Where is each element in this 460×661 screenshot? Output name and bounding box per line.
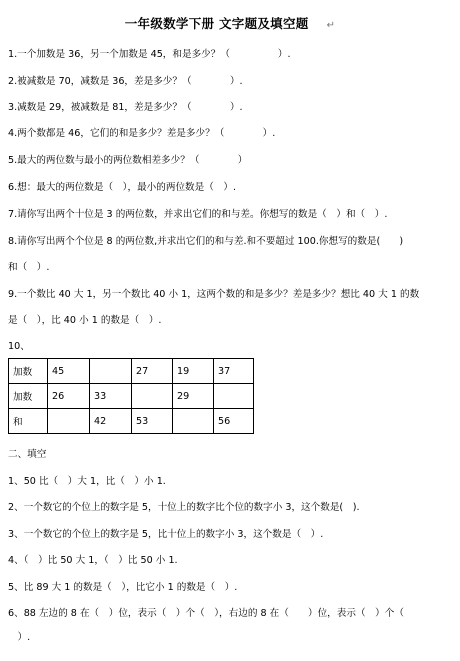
table-cell <box>48 409 90 434</box>
fill-question-6-continued: ）. <box>8 632 31 643</box>
table-cell: 和 <box>9 409 48 434</box>
question-3: 3.减数是 29，被减数是 81，差是多少？（ ）. <box>8 102 243 113</box>
question-9: 9.一个数比 40 大 1，另一个数比 40 小 1，这两个数的和是多少？差是多少？想比 40 大 1 的数 <box>8 289 420 300</box>
question-5: 5.最大的两位数与最小的两位数相差多少？（ ） <box>8 155 248 166</box>
section-2-heading: 二、填空 <box>8 449 47 460</box>
table-cell: 27 <box>132 359 173 384</box>
fill-question-1: 1、50 比（ ）大 1，比（ ）小 1. <box>8 476 166 487</box>
table-row <box>9 384 254 409</box>
question-7: 7.请你写出两个十位是 3 的两位数，并求出它们的和与差。你想写的数是（ ）和（ ）. <box>8 209 388 220</box>
table-row <box>9 359 254 384</box>
question-9-continued: 是（ ），比 40 小 1 的数是（ ）. <box>8 315 162 326</box>
table-cell: 56 <box>214 409 254 434</box>
question-10: 10、 <box>8 341 30 352</box>
fill-question-5: 5、比 89 大 1 的数是（ ），比它小 1 的数是（ ）. <box>8 582 238 593</box>
table-cell: 53 <box>132 409 173 434</box>
table-cell: 26 <box>48 384 90 409</box>
fill-question-4: 4、（ ）比 50 大 1，（ ）比 50 小 1. <box>8 555 178 566</box>
table-cell: 加数 <box>9 384 48 409</box>
title-text: 一年级数学下册 文字题及填空题 <box>124 16 309 31</box>
question-2: 2.被减数是 70，减数是 36，差是多少？（ ）. <box>8 76 243 87</box>
question-1: 1.一个加数是 36，另一个加数是 45，和是多少？（ ）. <box>8 49 291 60</box>
question-8-continued: 和（ ）. <box>8 262 50 273</box>
question-8: 8.请你写出两个个位是 8 的两位数,并求出它们的和与差.和不要超过 100.你想写的数是( ) <box>8 236 404 247</box>
table-cell: 33 <box>90 384 132 409</box>
table-cell <box>90 359 132 384</box>
table-cell: 19 <box>173 359 214 384</box>
table-cell: 42 <box>90 409 132 434</box>
table-cell <box>132 384 173 409</box>
question-4: 4.两个数都是 46，它们的和是多少？差是多少？（ ）. <box>8 128 276 139</box>
table-cell: 加数 <box>9 359 48 384</box>
page-title <box>0 14 460 32</box>
return-mark: ↵ <box>326 20 336 31</box>
fill-question-3: 3、一个数它的个位上的数字是 5，比十位上的数字小 3，这个数是（ ）. <box>8 529 324 540</box>
fill-question-2: 2、一个数它的个位上的数字是 5，十位上的数字比个位的数字小 3，这个数是( ). <box>8 502 360 513</box>
table-row <box>9 409 254 434</box>
table-cell <box>173 409 214 434</box>
table-cell <box>214 384 254 409</box>
question-6: 6.想：最大的两位数是（ ），最小的两位数是（ ）. <box>8 182 237 193</box>
table-cell: 45 <box>48 359 90 384</box>
addition-table <box>8 358 254 434</box>
fill-question-6: 6、88 左边的 8 在（ ）位，表示（ ）个（ ），右边的 8 在（ ）位，表示（ ）个（ <box>8 608 404 619</box>
table-cell: 37 <box>214 359 254 384</box>
table-cell: 29 <box>173 384 214 409</box>
